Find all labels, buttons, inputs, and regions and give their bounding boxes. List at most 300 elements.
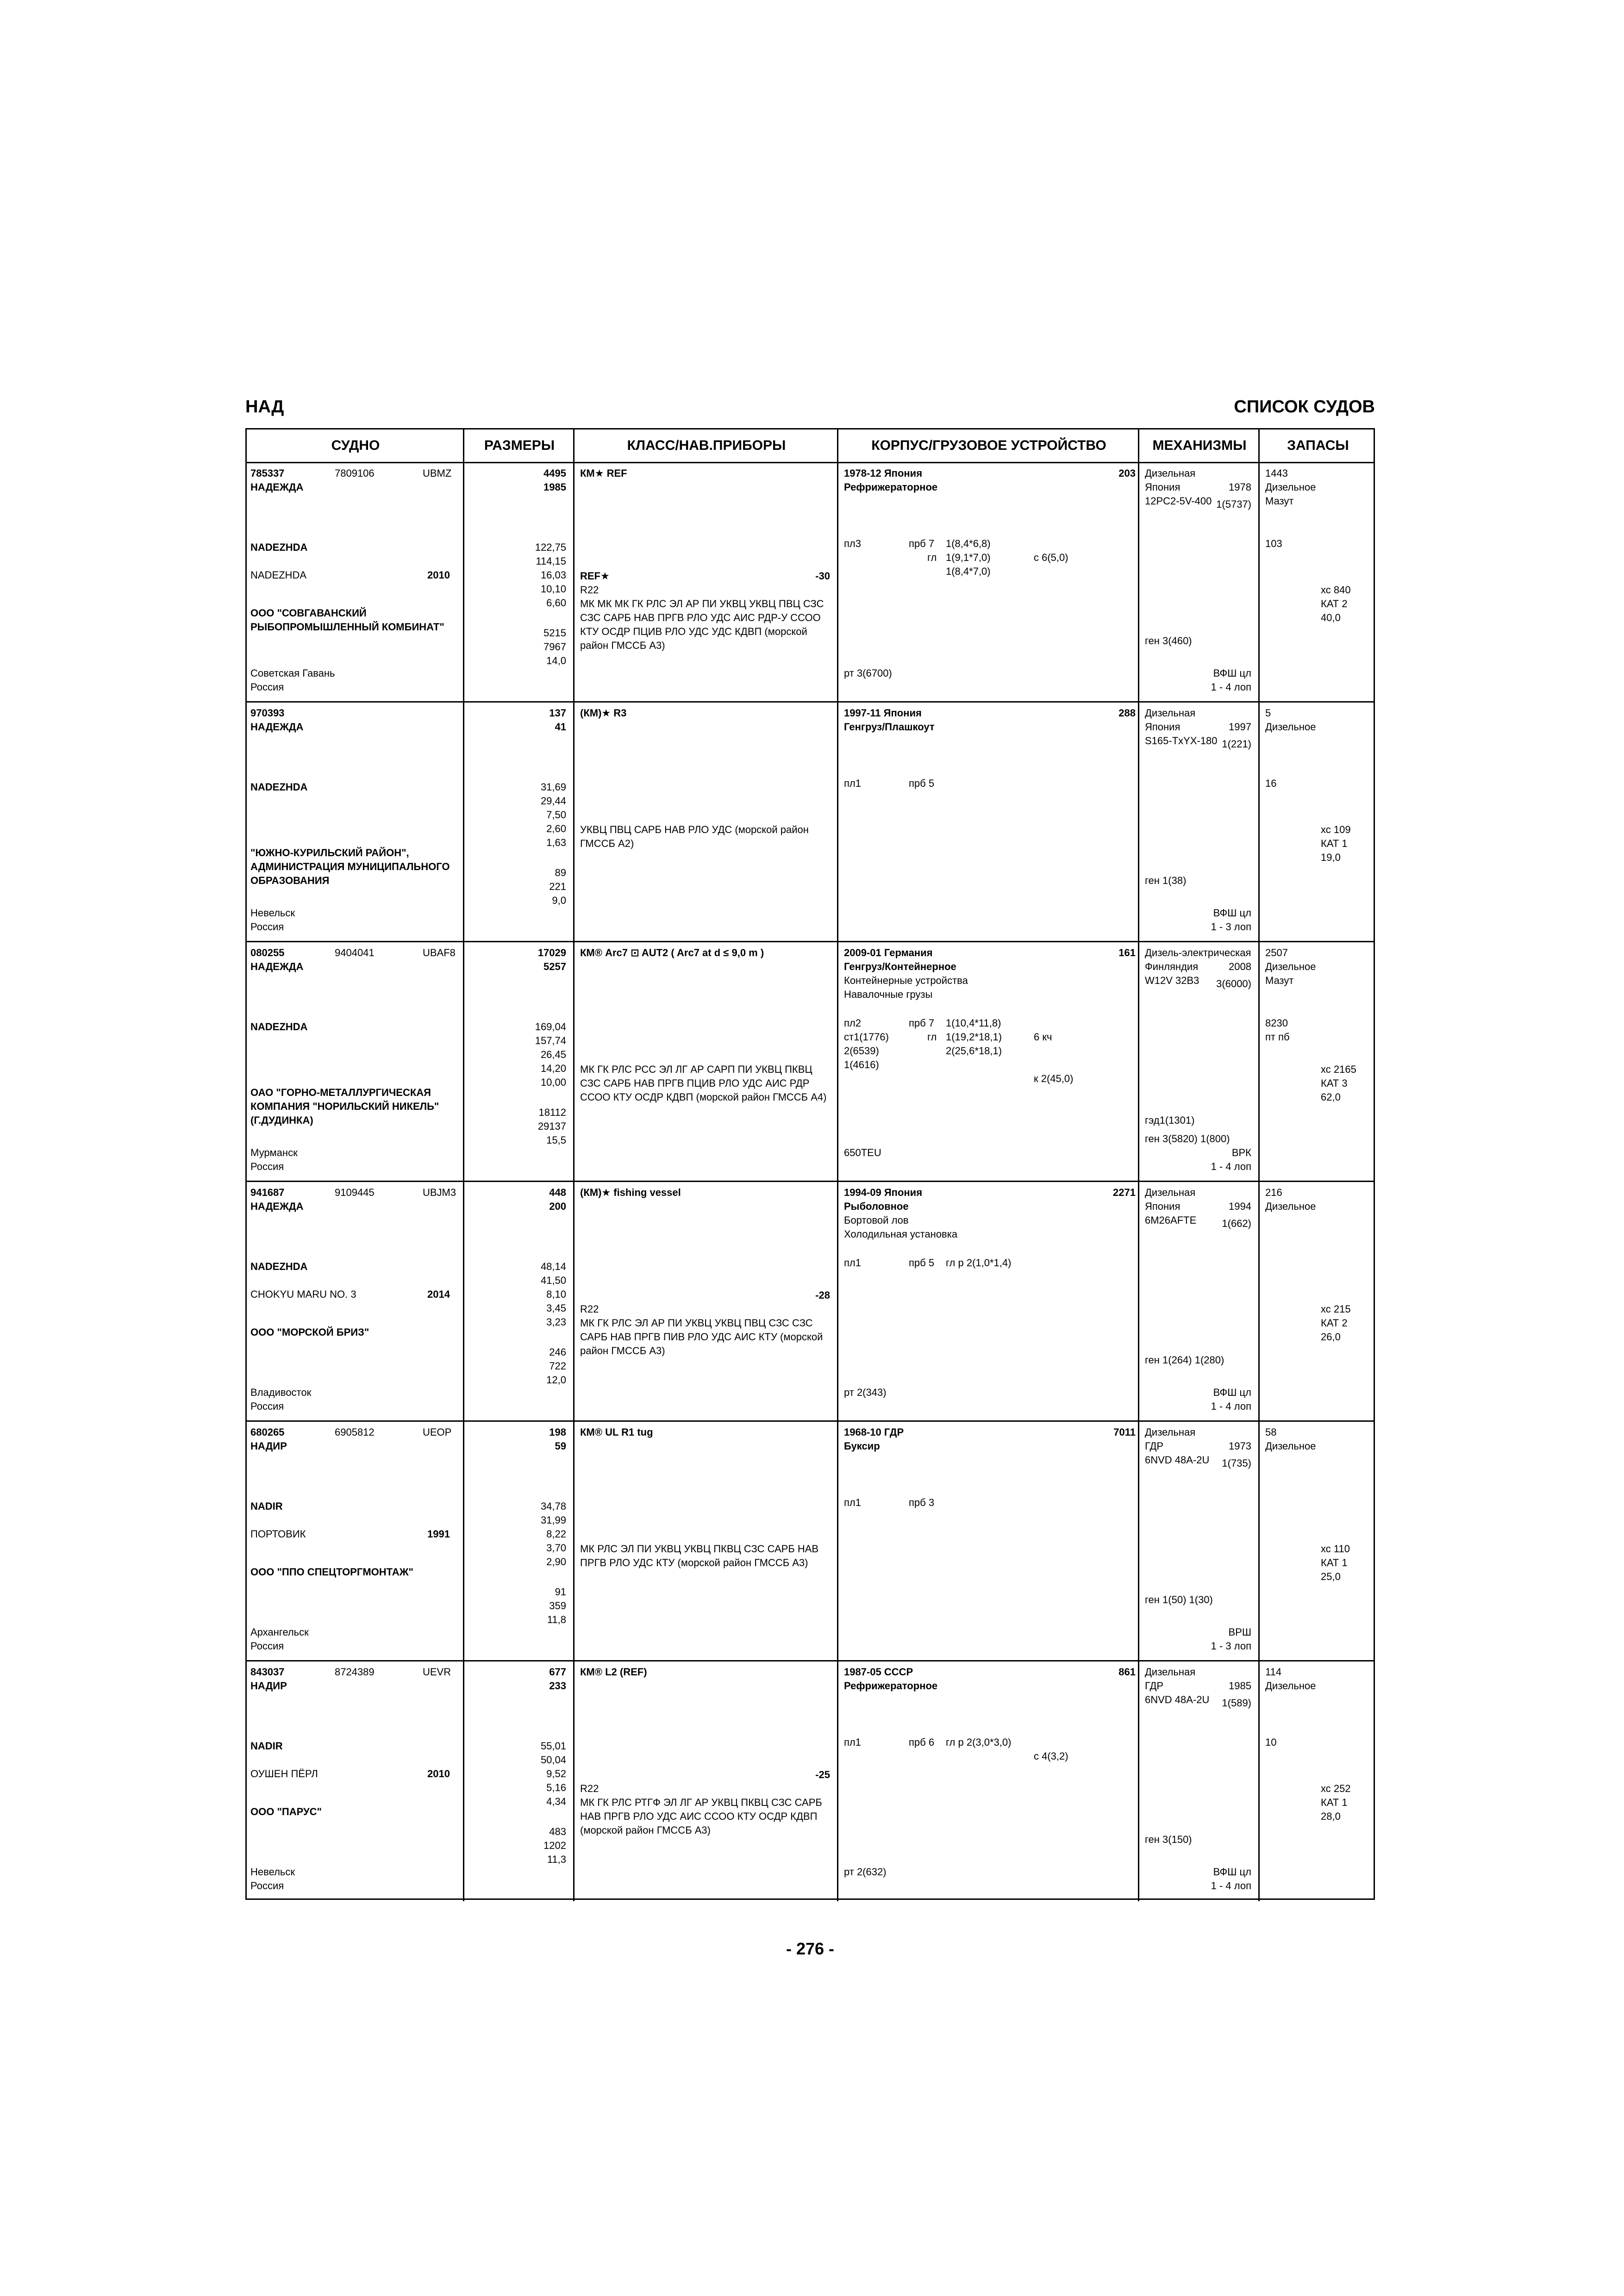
vessel-record [247,1182,1374,1422]
record-hull-cranes: к 2(45,0) [1034,1073,1074,1084]
record-hull-bulkheads: прб 7 [909,538,935,549]
table-column-header [247,429,1374,463]
record-hull-number: 203 [1118,467,1136,479]
record-temperature: -28 [815,1289,830,1301]
record-previous-year: 1991 [427,1528,450,1540]
record-supply-amount: 5 [1265,707,1271,719]
record-generators-extra: ген 3(5820) 1(800) [1145,1133,1230,1145]
column-divider [573,429,575,462]
record-engine-year: 1997 [1229,721,1251,733]
record-propeller: ВФШ цл [1213,907,1251,919]
record-engine-year: 1985 [1229,1680,1251,1692]
record-dimension-value: 91 [555,1586,566,1598]
record-dimension-value: 198 [549,1426,566,1438]
record-engine-type: Дизельная [1145,1666,1196,1678]
record-vessel-type: Буксир [844,1440,880,1452]
record-engine-year: 2008 [1229,961,1251,972]
record-propeller: ВРШ [1228,1626,1251,1638]
record-hull-decks: пл1 [844,1497,861,1508]
record-reg-number: 680265 [250,1426,285,1438]
record-call-sign: UEOP [423,1426,452,1438]
record-supply-fuel2: Мазут [1265,495,1294,507]
record-dimension-value: 17029 [537,947,566,958]
record-dimension-value: 18112 [538,1107,566,1118]
record-supply-amount: 1443 [1265,467,1288,479]
record-dimension-value: 10,00 [540,1076,566,1088]
record-supply-amount: 58 [1265,1426,1277,1438]
record-propeller-blades: 1 - 3 лоп [1211,1640,1251,1652]
column-divider [837,1661,838,1901]
record-class: (КМ)★ R3 [580,707,627,719]
column-divider [1138,1182,1139,1422]
record-engine-power: 1(221) [1222,738,1251,750]
record-dimension-value: 1202 [543,1840,566,1851]
record-built: 2009-01 Германия [844,947,933,958]
record-propeller-blades: 1 - 4 лоп [1211,1400,1251,1412]
record-dimension-value: 9,52 [546,1768,566,1780]
record-supply-water: 10 [1265,1736,1277,1748]
record-flag: Россия [250,1400,284,1412]
record-dimension-value: 200 [549,1201,566,1212]
record-built: 1968-10 ГДР [844,1426,904,1438]
record-engine-power: 1(5737) [1216,498,1251,510]
record-previous-name: ОУШЕН ПЁРЛ [250,1768,318,1780]
record-engine-model: 6NVD 48A-2U [1145,1454,1210,1466]
record-supply-amount: 2507 [1265,947,1288,958]
column-divider [1258,429,1260,462]
record-supply-capacity: хс 215 КАТ 2 26,0 [1321,1303,1351,1343]
record-hull-number: 2271 [1113,1187,1136,1198]
record-dimension-value: 448 [549,1187,566,1198]
record-previous-name: CHOKYU MARU NO. 3 [250,1288,356,1300]
record-nav-equipment: R22 МК ГК РЛС ЭЛ АР ПИ УКВЦ УКВЦ ПВЦ СЗС СЗС САРБ НАВ ПРГВ ПИВ РЛО УДС АИС КТУ (морской район ГМССБ А3) [580,1303,823,1356]
record-engine-country: ГДР [1145,1440,1164,1452]
record-dimension-value: 7967 [543,641,566,653]
record-previous-year: 2010 [427,1768,450,1780]
record-vessel-name: НАДЕЖДА [250,961,304,972]
record-imo-number: 8724389 [335,1666,375,1678]
record-dimension-value: 48,14 [540,1261,566,1272]
column-divider [1258,942,1260,1182]
record-previous-year: 2014 [427,1288,450,1300]
record-class: КМ® UL R1 tug [580,1426,653,1438]
column-divider [1258,463,1260,703]
record-hull-hatch-sizes: гл р 2(1,0*1,4) [946,1257,1012,1269]
record-hull-decks: пл1 [844,1736,861,1748]
column-divider [463,1422,464,1661]
record-generators: ген 1(264) 1(280) [1145,1354,1224,1366]
record-engine-model: 12PC2-5V-400 [1145,495,1212,507]
record-owner: ООО "ППО СПЕЦТОРГМОНТАЖ" [250,1566,413,1578]
record-dimension-value: 3,70 [546,1542,566,1554]
record-owner: "ЮЖНО-КУРИЛЬСКИЙ РАЙОН", АДМИНИСТРАЦИЯ МУНИЦИПАЛЬНОГО ОБРАЗОВАНИЯ [250,847,450,886]
record-owner: ООО "ПАРУС" [250,1806,322,1817]
record-nav-equipment: МК РЛС ЭЛ ПИ УКВЦ УКВЦ ПКВЦ СЗС САРБ НАВ ПРГВ РЛО УДС КТУ (морской район ГМССБ А3) [580,1543,819,1568]
record-home-port: Советская Гавань [250,667,335,679]
column-machinery: МЕХАНИЗМЫ [1152,438,1247,453]
column-divider [573,1182,575,1422]
record-engine-type: Дизель-электрическая [1145,947,1251,958]
record-dimension-value: 89 [555,867,566,878]
column-divider [1138,1661,1139,1901]
record-dimension-value: 59 [555,1440,566,1452]
record-engine-model: 6NVD 48A-2U [1145,1694,1210,1705]
record-dimension-value: 2,60 [546,823,566,834]
record-dimension-value: 10,10 [540,583,566,595]
record-hull-booms: с 4(3,2) [1034,1750,1068,1762]
record-engine-year: 1994 [1229,1201,1251,1212]
record-temperature: -30 [815,570,830,582]
record-dimension-value: 11,3 [547,1854,566,1865]
column-divider [837,429,838,462]
record-hull-bulkheads: прб 6 [909,1736,935,1748]
record-dimension-value: 233 [549,1680,566,1692]
record-supply-water: 16 [1265,778,1277,789]
record-engine-country: Финляндия [1145,961,1199,972]
column-divider [463,1182,464,1422]
column-divider [1138,429,1139,462]
column-vessel: СУДНО [331,438,380,453]
record-dimension-value: 4,34 [546,1796,566,1807]
record-supply-fuel: Дизельное [1265,721,1316,733]
record-supply-capacity: хс 2165 КАТ 3 62,0 [1321,1064,1356,1103]
record-dimension-value: 5215 [543,627,566,639]
column-divider [837,703,838,942]
record-nav-equipment: УКВЦ ПВЦ САРБ НАВ РЛО УДС (морской район ГМССБ А2) [580,824,809,849]
record-flag: Россия [250,1640,284,1652]
record-dimension-value: 55,01 [540,1740,566,1752]
record-engine-power: 1(735) [1222,1457,1251,1469]
record-supply-capacity: хс 110 КАТ 1 25,0 [1321,1543,1350,1582]
record-dimension-value: 122,75 [535,541,566,553]
record-dimension-value: 14,20 [540,1063,566,1074]
record-hull-decks: пл3 [844,538,861,549]
record-reg-number: 080255 [250,947,285,958]
record-imo-number: 7809106 [335,467,375,479]
record-dimension-value: 41,50 [540,1275,566,1286]
record-holds: ст1(1776) 2(6539) 1(4616) [844,1031,889,1070]
record-previous-name: ПОРТОВИК [250,1528,306,1540]
column-divider [463,463,464,703]
record-dimension-value: 114,15 [536,555,566,567]
record-supply-fuel: Дизельное [1265,481,1316,493]
record-hull-booms: с 6(5,0) [1034,552,1068,563]
record-previous-year: 2010 [427,569,450,581]
column-divider [837,463,838,703]
record-dimension-value: 34,78 [540,1500,566,1512]
record-dimension-value: 137 [549,707,566,719]
record-reg-number: 785337 [250,467,285,479]
record-dimension-value: 9,0 [552,895,566,906]
record-engine-model: W12V 32B3 [1145,975,1199,986]
record-supply-fuel2: Мазут [1265,975,1294,986]
record-nav-equipment: R22 МК МК МК ГК РЛС ЭЛ АР ПИ УКВЦ УКВЦ ПВЦ СЗС СЗС САРБ НАВ ПРГВ РЛО УДС АИС РДР-У ССОО КТУ ОСДР ПЦИВ РЛО УДС УДС КДВП (морской район ГМССБ А3) [580,584,824,651]
page-number: - 276 - [786,1939,835,1958]
record-owner: ООО "СОВГАВАНСКИЙ РЫБОПРОМЫШЛЕННЫЙ КОМБИНАТ" [250,607,444,633]
record-dimension-value: 12,0 [546,1374,566,1386]
record-hull-bulkheads: прб 5 [909,778,935,789]
record-built: 1997-11 Япония [844,707,922,719]
record-hull-decks: пл2 [844,1017,861,1029]
record-home-port: Владивосток [250,1387,312,1398]
record-dimension-value: 8,22 [546,1528,566,1540]
record-hull-hatch-sizes: 1(8,4*6,8) 1(9,1*7,0) 1(8,4*7,0) [946,538,991,577]
column-divider [837,1182,838,1422]
record-dimension-value: 2,90 [546,1556,566,1568]
record-dimension-value: 5257 [543,961,566,972]
record-call-sign: UBMZ [423,467,452,479]
column-divider [573,1661,575,1901]
column-divider [1258,1182,1260,1422]
vessel-record [247,463,1374,703]
column-divider [573,1422,575,1661]
record-flag: Россия [250,1161,284,1172]
vessel-record [247,703,1374,942]
vessel-record [247,1422,1374,1661]
record-call-sign: UEVR [423,1666,451,1678]
record-engine-country: Япония [1145,721,1181,733]
record-dimension-value: 359 [549,1600,566,1612]
record-nav-equipment: МК ГК РЛС РСС ЭЛ ЛГ АР САРП ПИ УКВЦ ПКВЦ СЗС САРБ НАВ ПРГВ ПЦИВ РЛО УДС АИС РДР ССОО КТУ ОСДР КДВП (морской район ГМССБ А4) [580,1064,827,1103]
record-dimension-value: 29137 [537,1120,566,1132]
record-hull-decks: пл1 [844,778,861,789]
record-latin-name: NADEZHDA [250,781,308,793]
record-refrigeration: рт 3(6700) [844,667,892,679]
record-call-sign: UBAF8 [423,947,456,958]
record-dimension-value: 677 [549,1666,566,1678]
record-type-extra: Контейнерные устройства Навалочные грузы [844,975,968,1000]
record-vessel-name: НАДЕЖДА [250,481,304,493]
record-dimension-value: 722 [549,1360,566,1372]
record-hull-booms: 6 кч [1034,1031,1052,1043]
record-hull-bulkheads: прб 3 [909,1497,935,1508]
record-engine-model: S165-TxYX-180 [1145,735,1218,747]
record-latin-name: NADEZHDA [250,541,308,553]
record-generators: ген 3(460) [1145,635,1192,647]
record-latin-name: NADIR [250,1740,283,1752]
record-latin-name: NADIR [250,1500,283,1512]
record-dimension-value: 16,03 [540,569,566,581]
record-dimension-value: 14,0 [546,655,566,666]
column-supplies: ЗАПАСЫ [1287,438,1349,453]
record-hull-number: 161 [1118,947,1136,958]
record-reg-number: 941687 [250,1187,285,1198]
record-propeller-blades: 1 - 3 лоп [1211,921,1251,933]
column-class: КЛАСС/НАВ.ПРИБОРЫ [627,438,786,453]
record-supply-fuel: Дизельное [1265,1680,1316,1692]
record-engine-type: Дизельная [1145,467,1196,479]
record-previous-name: NADEZHDA [250,569,307,581]
record-supply-misc: пт пб [1265,1031,1290,1043]
column-divider [1138,463,1139,703]
record-flag: Россия [250,1880,284,1892]
record-engine-country: ГДР [1145,1680,1164,1692]
record-dimension-value: 6,60 [546,597,566,609]
vessel-record [247,942,1374,1182]
record-propeller-blades: 1 - 4 лоп [1211,1161,1251,1172]
record-built: 1994-09 Япония [844,1187,923,1198]
record-propeller-blades: 1 - 4 лоп [1211,681,1251,693]
record-home-port: Мурманск [250,1147,298,1158]
record-engine-power: 3(6000) [1216,978,1251,989]
record-class: КМ® L2 (REF) [580,1666,647,1678]
record-vessel-name: НАДЕЖДА [250,721,304,733]
record-built: 1987-05 СССР [844,1666,913,1678]
record-vessel-type: Генгруз/Контейнерное [844,961,956,972]
record-imo-number: 9109445 [335,1187,375,1198]
column-divider [1258,1661,1260,1901]
record-vessel-type: Генгруз/Плашкоут [844,721,935,733]
record-hull-decks: пл1 [844,1257,861,1269]
column-divider [1138,942,1139,1182]
record-engine-country: Япония [1145,1201,1181,1212]
record-home-port: Архангельск [250,1626,309,1638]
column-divider [837,1422,838,1661]
record-generators: гэд1(1301) [1145,1114,1195,1126]
record-dimension-value: 26,45 [540,1049,566,1060]
column-hull: КОРПУС/ГРУЗОВОЕ УСТРОЙСТВО [871,438,1106,453]
record-latin-name: NADEZHDA [250,1261,308,1272]
column-divider [573,703,575,942]
record-dimension-value: 157,74 [535,1035,566,1046]
record-dimension-value: 31,99 [540,1514,566,1526]
record-dimension-value: 7,50 [546,809,566,821]
record-reg-number: 843037 [250,1666,285,1678]
record-supply-fuel: Дизельное [1265,1201,1316,1212]
column-divider [573,463,575,703]
record-supply-capacity: хс 252 КАТ 1 28,0 [1321,1783,1351,1822]
record-dimension-value: 483 [549,1826,566,1837]
record-dimension-value: 246 [549,1346,566,1358]
record-dimension-value: 3,45 [546,1302,566,1314]
record-class: (КМ)★ fishing vessel [580,1187,681,1198]
record-hull-hatch-sizes: гл р 2(3,0*3,0) [946,1736,1012,1748]
ship-list-table [245,428,1375,1900]
column-divider [1138,1422,1139,1661]
record-vessel-name: НАДИР [250,1440,287,1452]
record-supply-fuel: Дизельное [1265,1440,1316,1452]
record-dimension-value: 31,69 [540,781,566,793]
record-vessel-type: Рефрижераторное [844,481,938,493]
record-supply-fuel: Дизельное [1265,961,1316,972]
record-imo-number: 9404041 [335,947,375,958]
record-vessel-name: НАДИР [250,1680,287,1692]
vessel-record [247,1661,1374,1901]
record-supply-capacity: хс 840 КАТ 2 40,0 [1321,584,1351,623]
record-vessel-type: Рыболовное [844,1201,909,1212]
record-dimension-value: 4495 [543,467,566,479]
record-nav-equipment: R22 МК ГК РЛС РТГФ ЭЛ ЛГ АР УКВЦ ПКВЦ СЗС САРБ НАВ ПРГВ РЛО УДС АИС ССОО КТУ ОСДР КДВП (морской район ГМССБ А3) [580,1783,822,1836]
record-type-extra: Бортовой лов Холодильная установка [844,1214,958,1240]
header-right: СПИСОК СУДОВ [1234,397,1375,417]
record-refrigeration: рт 2(343) [844,1387,887,1398]
record-dimension-value: 15,5 [546,1134,566,1146]
header-left: НАД [245,397,284,417]
record-class-extra: REF★ [580,570,610,582]
record-call-sign: UBJM3 [423,1187,456,1198]
record-owner: ООО "МОРСКОЙ БРИЗ" [250,1326,369,1338]
record-dimension-value: 8,10 [546,1288,566,1300]
record-engine-type: Дизельная [1145,1426,1196,1438]
record-vessel-name: НАДЕЖДА [250,1201,304,1212]
record-supply-water: 8230 [1265,1017,1288,1029]
record-propeller: ВФШ цл [1213,667,1251,679]
record-engine-year: 1978 [1229,481,1251,493]
record-hull-number: 7011 [1113,1426,1136,1438]
record-supply-amount: 114 [1265,1666,1282,1678]
record-built: 1978-12 Япония [844,467,923,479]
record-engine-power: 1(662) [1222,1218,1251,1229]
record-engine-power: 1(589) [1222,1697,1251,1709]
record-propeller: ВФШ цл [1213,1387,1251,1398]
record-hull-number: 288 [1118,707,1136,719]
record-dimension-value: 3,23 [546,1316,566,1328]
record-dimension-value: 29,44 [540,795,566,807]
record-flag: Россия [250,921,284,933]
record-engine-model: 6M26AFTE [1145,1214,1197,1226]
record-hull-bulkheads: прб 7 [909,1017,935,1029]
record-home-port: Невельск [250,907,295,919]
record-latin-name: NADEZHDA [250,1021,308,1033]
record-supply-capacity: хс 109 КАТ 1 19,0 [1321,824,1351,863]
column-divider [463,429,464,462]
record-engine-type: Дизельная [1145,707,1196,719]
record-dimension-value: 169,04 [535,1021,566,1033]
record-dimension-value: 41 [555,721,566,733]
column-divider [837,942,838,1182]
record-dimension-value: 221 [549,881,566,892]
record-supply-water: 103 [1265,538,1282,549]
record-engine-country: Япония [1145,481,1181,493]
column-divider [463,703,464,942]
column-divider [463,1661,464,1901]
record-engine-type: Дизельная [1145,1187,1196,1198]
record-supply-amount: 216 [1265,1187,1282,1198]
column-divider [1258,703,1260,942]
record-engine-year: 1973 [1229,1440,1251,1452]
record-refrigeration: 650TEU [844,1147,881,1158]
column-divider [573,942,575,1182]
record-propeller: ВФШ цл [1213,1866,1251,1878]
record-reg-number: 970393 [250,707,285,719]
record-propeller-blades: 1 - 4 лоп [1211,1880,1251,1892]
record-dimension-value: 11,8 [547,1614,566,1625]
record-flag: Россия [250,681,284,693]
record-dimension-value: 1985 [543,481,566,493]
record-vessel-type: Рефрижераторное [844,1680,938,1692]
record-generators: ген 1(38) [1145,875,1187,886]
record-hull-hatch-sizes: 1(10,4*11,8) 1(19,2*18,1) 2(25,6*18,1) [946,1017,1002,1057]
column-divider [1258,1422,1260,1661]
record-temperature: -25 [815,1769,830,1780]
record-dimension-value: 50,04 [540,1754,566,1766]
record-hull-bulkheads: прб 5 [909,1257,935,1269]
record-hull-hatch: гл [927,1031,937,1043]
column-dimensions: РАЗМЕРЫ [484,438,555,453]
column-divider [1138,703,1139,942]
record-propeller: ВРК [1231,1147,1251,1158]
record-home-port: Невельск [250,1866,295,1878]
record-dimension-value: 5,16 [546,1782,566,1793]
record-generators: ген 1(50) 1(30) [1145,1594,1213,1605]
record-owner: ОАО "ГОРНО-МЕТАЛЛУРГИЧЕСКАЯ КОМПАНИЯ "НОРИЛЬСКИЙ НИКЕЛЬ" (Г.ДУДИНКА) [250,1087,439,1126]
record-imo-number: 6905812 [335,1426,375,1438]
record-hull-number: 861 [1118,1666,1136,1678]
record-refrigeration: рт 2(632) [844,1866,887,1878]
column-divider [463,942,464,1182]
record-hull-hatch: гл [927,552,937,563]
record-class: КМ★ REF [580,467,627,479]
